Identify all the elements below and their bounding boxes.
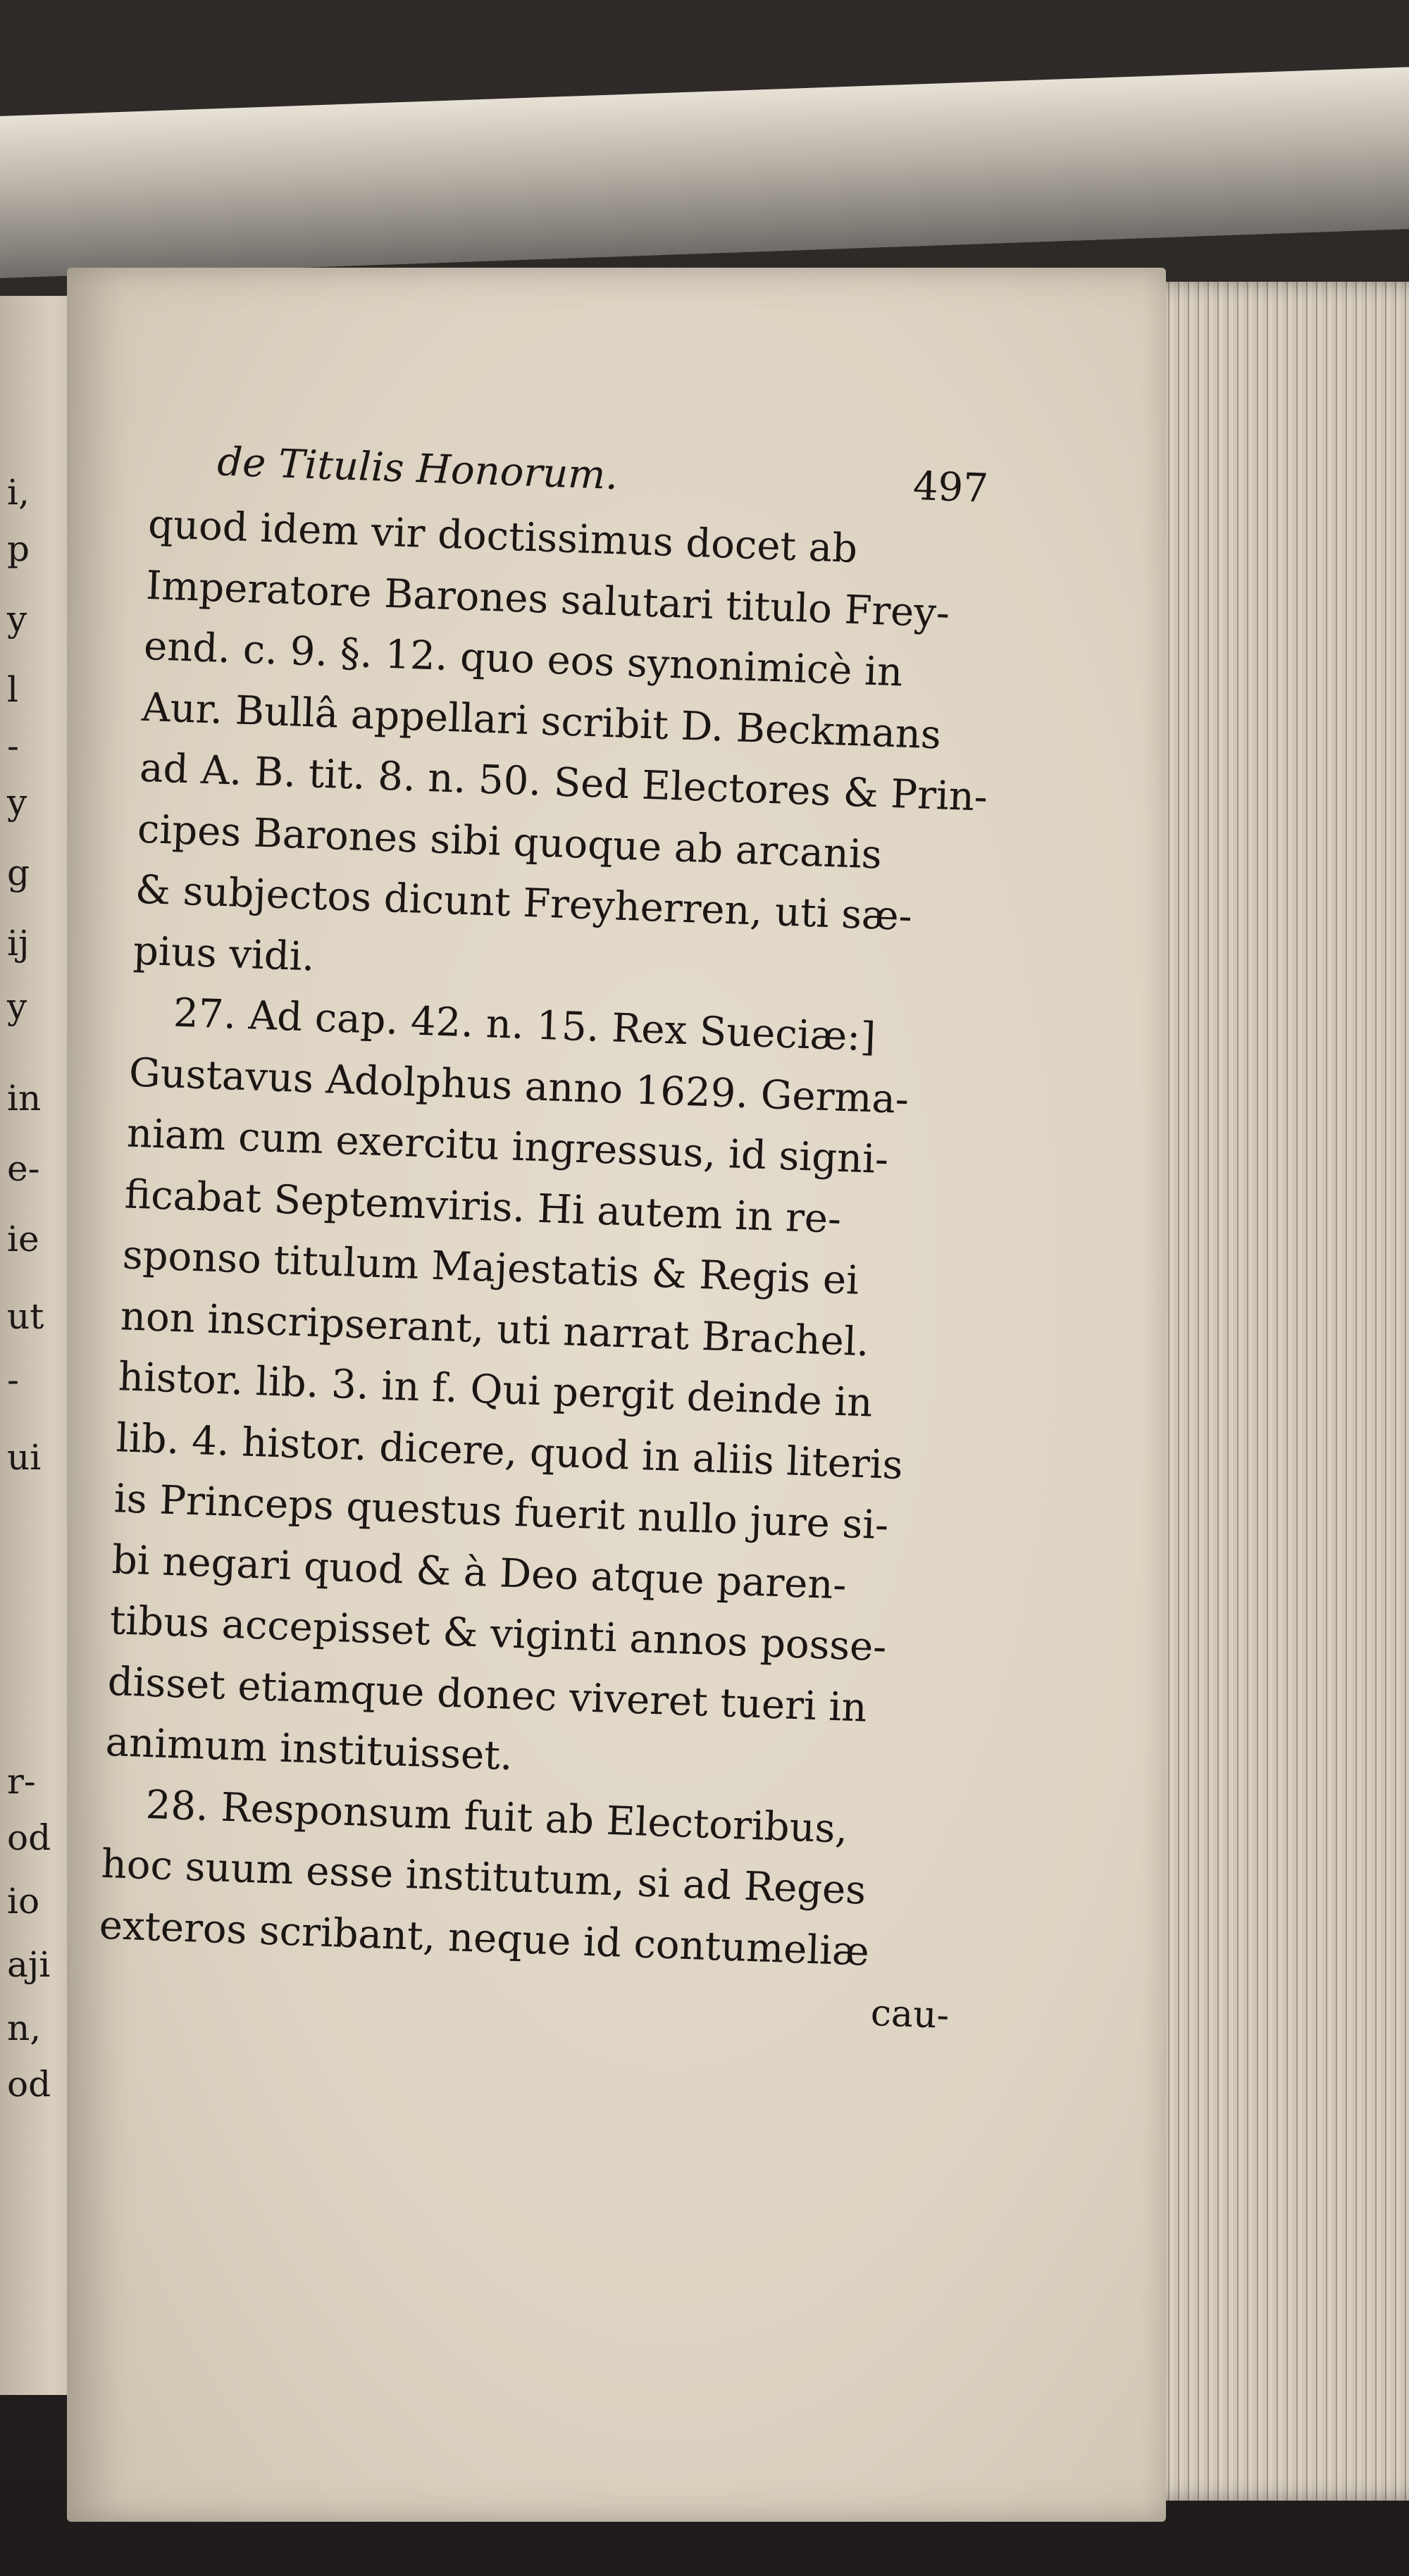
text-line: end. c. 9. §. 12. quo eos synonimicè in xyxy=(143,623,904,696)
left-page-fragment: - xyxy=(7,726,19,766)
left-page-fragment: ij xyxy=(7,923,30,964)
text-line: ad A. B. tit. 8. n. 50. Sed Electores & Prin- xyxy=(139,745,988,821)
text-line: niam cum exercitu ingressus, id signi- xyxy=(125,1110,890,1183)
text-line: 27. Ad cap. 42. n. 15. Rex Sueciæ:] xyxy=(172,990,877,1061)
left-page-fragment: ie xyxy=(7,1219,39,1259)
page-number: 497 xyxy=(912,463,989,512)
text-line: tibus accepisset & viginti annos posse- xyxy=(108,1597,888,1671)
left-page-fragment: in xyxy=(7,1078,42,1119)
left-page-fragment: aji xyxy=(7,1944,51,1985)
catchword: cau- xyxy=(869,1992,950,2037)
text-line: cipes Barones sibi quoque ab arcanis xyxy=(137,806,883,878)
text-line: Imperatore Barones salutari titulo Frey- xyxy=(145,562,951,637)
left-page-fragment: l xyxy=(7,669,18,710)
left-page-fragment: y xyxy=(7,599,27,640)
left-page-fragment: p xyxy=(7,528,30,569)
text-line: animum instituisset. xyxy=(104,1719,514,1780)
running-title: de Titulis Honorum. xyxy=(216,439,619,499)
text-line: Gustavus Adolphus anno 1629. Germa- xyxy=(128,1049,910,1123)
text-line: ficabat Septemviris. Hi autem in re- xyxy=(123,1171,843,1243)
text-line: bi negari quod & à Deo atque paren- xyxy=(111,1536,848,1608)
left-page-fragment: g xyxy=(7,852,30,893)
text-line: disset etiamque donec viveret tueri in xyxy=(106,1658,868,1731)
left-page-fragment: - xyxy=(7,1359,19,1400)
text-line: hoc suum esse institutum, si ad Reges xyxy=(100,1841,867,1914)
text-line: quod idem vir doctissimus docet ab xyxy=(147,501,859,573)
page-text xyxy=(96,430,1017,2047)
left-page-fragment: od xyxy=(7,1817,51,1858)
left-page-fragment: od xyxy=(7,2064,51,2105)
text-line: histor. lib. 3. in f. Qui pergit deinde in xyxy=(117,1354,874,1426)
left-page-fragment: y xyxy=(7,782,27,823)
text-line: exteros scribant, neque id contumeliæ xyxy=(98,1902,870,1975)
left-page-fragment: i, xyxy=(7,472,30,513)
text-line: lib. 4. histor. dicere, quod in aliis literis xyxy=(115,1414,904,1488)
text-line: sponso titulum Majestatis & Regis ei xyxy=(121,1232,860,1304)
left-page-fragment: n, xyxy=(7,2008,42,2048)
text-line: 28. Responsum fuit ab Electoribus, xyxy=(144,1781,849,1853)
text-line: non inscripserant, uti narrat Brachel. xyxy=(119,1293,870,1365)
book-page-edges xyxy=(1134,282,1409,2501)
left-page-fragment: r- xyxy=(7,1761,36,1802)
text-line: Aur. Bullâ appellari scribit D. Beckmans xyxy=(141,684,942,758)
left-page-fragment: ui xyxy=(7,1437,42,1478)
text-line: & subjectos dicunt Freyherren, uti sæ- xyxy=(135,866,913,940)
left-page-fragment: y xyxy=(7,986,27,1027)
text-line: is Princeps questus fuerit nullo jure si- xyxy=(113,1476,890,1549)
left-page-fragment: ut xyxy=(7,1296,44,1337)
left-page-fragment: io xyxy=(7,1881,40,1922)
left-page-fragment: e- xyxy=(7,1148,40,1189)
text-line: pius vidi. xyxy=(132,928,316,981)
